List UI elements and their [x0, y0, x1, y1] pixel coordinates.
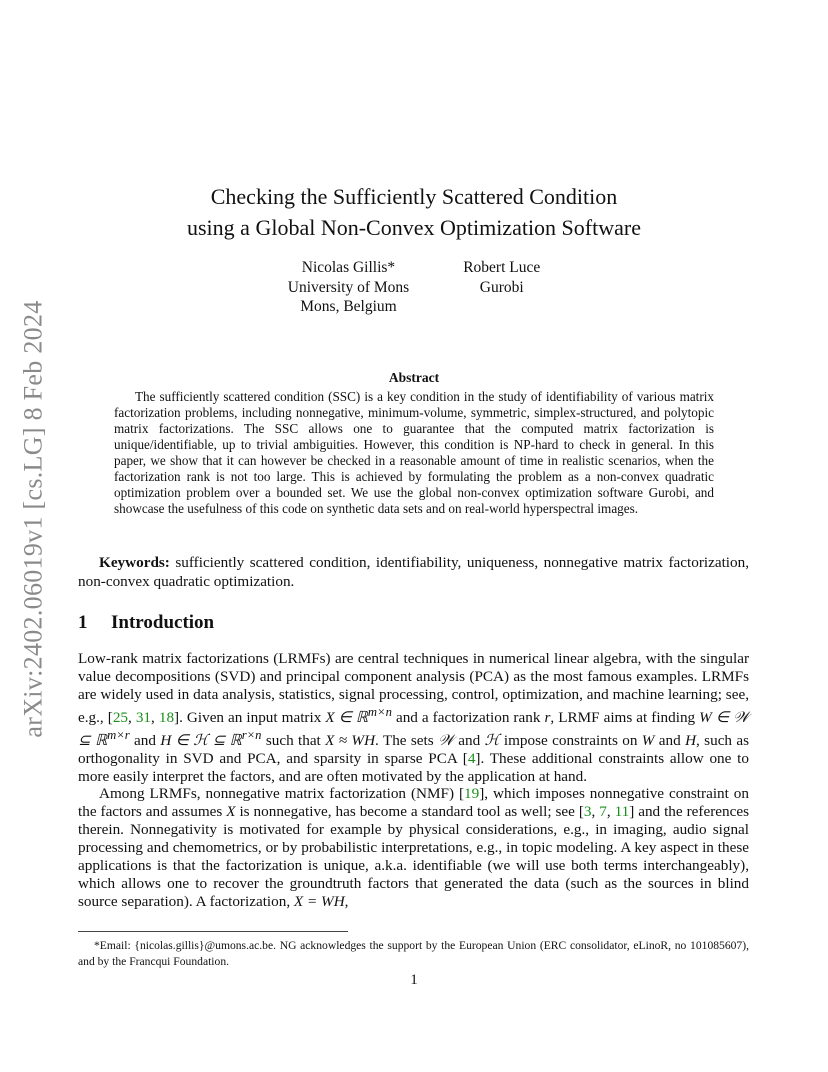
math-expression: X = WH — [293, 892, 345, 910]
text-run: Low-rank matrix factorizations (LRMFs) are central techniques in numerical linear algebra, with the singular value decompositions (SVD) and principal component analysis (PCA) as the most famous examples. LRMFs are widely used in data analysis, statistics, signal processing, control, optimization, and machine learning; see, e.g., [ — [78, 650, 749, 726]
math-expression — [160, 727, 262, 749]
citation-link[interactable]: 18 — [158, 708, 175, 726]
text-run: is nonnegative, has become a standard tool as well; see [ — [235, 803, 584, 821]
author-2 — [463, 258, 540, 317]
arxiv-identifier-stamp — [18, 296, 50, 742]
math-expression: 𝒲 — [438, 731, 454, 749]
math-expression: r — [544, 708, 551, 726]
math-superscript: m×r — [107, 727, 130, 742]
text-run: . The sets — [375, 731, 438, 749]
paper-title — [0, 181, 828, 243]
footnote-divider — [78, 931, 348, 932]
text-run: and — [129, 731, 161, 749]
math-expression: H — [685, 731, 697, 749]
text-run: Among LRMFs, nonnegative matrix factorization (NMF) [ — [99, 785, 465, 803]
author-name: Robert Luce — [463, 259, 541, 276]
text-run: ] and the references therein. Nonnegativity is motivated for example by physical considerations, e.g., in imaging, audio signal processing and chemometrics, or by probabilistic interpretations, e.g., in topic modeling. A key aspect in these applications is that the factorization is unique, a.k.a. identifiable (we will use both terms interchangeably), which allows one to recover the groundtruth factors that generated the data (such as the sources in blind source separation). A factorization, — [78, 803, 749, 910]
math-expression: ℋ — [484, 731, 500, 749]
citation-link[interactable]: 31 — [135, 708, 152, 726]
text-run: , such as orthogonality in SVD and PCA, and sparsity in sparse PCA [ — [78, 731, 750, 767]
text-run: such that — [261, 731, 326, 749]
paragraph-1: Low-rank matrix factorizations (LRMFs) are central techniques in numerical linear algebra, with the singular value decompositions (SVD) and principal component analysis (PCA) as the most famous examples. LRMFs are widely used in data analysis, statistics, signal processing, control, optimization, and machine learning; see, e.g., [25, 31, 18]. Given an input matrix X ∈ ℝ$^{m\times n}$ and a factorization rank r, LRMF aims at finding W ∈ 𝒲 ⊆ ℝ$^{m\times r}$ and H ∈ ℋ ⊆ ℝ$^{r\times n}$ such that X ≈ WH. The sets 𝒲 and ℋ impose constraints on W and H, such as orthogonality in SVD and PCA, and sparsity in sparse PCA [4]. These additional constraints allow one to more easily interpret the factors, and are often motivated by the application at hand. — [78, 650, 750, 785]
citation-link[interactable]: 3 — [583, 803, 592, 821]
text-run: and a factorization rank — [391, 708, 545, 726]
text-run: ]. These additional constraints allow one to more easily interpret the factors, and are often motivated by the application at hand. — [78, 749, 749, 785]
section-heading — [78, 612, 214, 634]
text-run: and — [654, 731, 686, 749]
title-line-1: Checking the Sufficiently Scattered Condition — [210, 184, 618, 209]
abstract-heading: Abstract — [388, 370, 440, 385]
author-location: Mons, Belgium — [300, 298, 397, 315]
math-expression: W — [641, 731, 655, 749]
footnote: *Email: {nicolas.gillis}@umons.ac.be. NG acknowledges the support by the European Union (ERC consolidator, eLinoR, no 101085607), and by the Francqui Foundation. — [78, 939, 749, 968]
keywords-label: Keywords: — [99, 554, 170, 571]
citation-link[interactable]: 19 — [464, 785, 480, 803]
text-run: ], which imposes nonnegative constraint on the factors and assumes — [78, 785, 749, 821]
author-affiliation: University of Mons — [287, 278, 410, 296]
citation-link[interactable]: 4 — [467, 749, 476, 767]
keywords-paragraph — [78, 554, 749, 591]
citation-link[interactable]: 11 — [614, 803, 630, 821]
math-expression: X ≈ WH — [325, 731, 376, 749]
author-1 — [288, 258, 409, 317]
arxiv-identifier-text: arXiv:2402.06019v1 [cs.LG] 8 Feb 2024 — [19, 300, 48, 738]
text-run: impose constraints on — [499, 731, 642, 749]
author-affiliation: Gurobi — [479, 278, 524, 296]
citation-link[interactable]: 25 — [112, 708, 128, 726]
math-superscript: m×n — [367, 704, 392, 719]
title-line-2: using a Global Non-Convex Optimization Software — [187, 215, 641, 240]
math-text: X ∈ ℝ — [325, 708, 368, 726]
math-expression: X — [226, 803, 236, 821]
section-title: Introduction — [111, 612, 215, 633]
section-number: 1 — [78, 612, 88, 633]
math-expression — [325, 704, 392, 726]
abstract-text: The sufficiently scattered condition (SSC) is a key condition in the study of identifiability of various matrix factorization problems, including nonnegative, minimum-volume, symmetric, simplex-structured, and polytopic matrix factorizations. The SSC allows one to guarantee that the computed matrix factorization is unique/identifiable, up to trivial ambiguities. However, this condition is NP-hard to check in general. In this paper, we show that it can however be checked in a reasonable amount of time in realistic scenarios, when the factorization rank is not too large. This is achieved by formulating the problem as a non-convex quadratic optimization problem over a bounded set. We use the global non-convex optimization software Gurobi, and showcase the usefulness of this code on synthetic data sets and on real-world hyperspectral images. — [114, 389, 714, 516]
page-number: 1 — [410, 972, 418, 988]
math-text: W ∈ 𝒲 ⊆ ℝ — [78, 708, 750, 749]
author-block — [0, 258, 828, 317]
math-text: H ∈ ℋ ⊆ ℝ — [160, 731, 242, 749]
text-run: and — [453, 731, 485, 749]
text-run: , — [344, 892, 349, 910]
math-superscript: r×n — [241, 727, 262, 742]
text-run: , LRMF aims at finding — [550, 708, 700, 726]
text-run: ]. Given an input matrix — [174, 708, 326, 726]
body-text — [78, 650, 749, 911]
author-name: Nicolas Gillis* — [301, 259, 396, 276]
keywords-text: sufficiently scattered condition, identifiability, uniqueness, nonnegative matrix factorization, non-convex quadratic optimization. — [78, 554, 750, 590]
citation-link[interactable]: 7 — [599, 803, 607, 821]
paragraph-2: Among LRMFs, nonnegative matrix factorization (NMF) [19], which imposes nonnegative constraint on the factors and assumes X is nonnegative, has become a standard tool as well; see [3, 7, 11] and the references therein. Nonnegativity is motivated for example by physical considerations, e.g., in imaging, audio signal processing and chemometrics, or by probabilistic interpretations, e.g., in topic modeling. A key aspect in these applications is that the factorization is unique, a.k.a. identifiable (we will use both terms interchangeably), which allows one to recover the groundtruth factors that generated the data (such as the sources in blind source separation). A factorization, X = WH, — [78, 785, 749, 910]
